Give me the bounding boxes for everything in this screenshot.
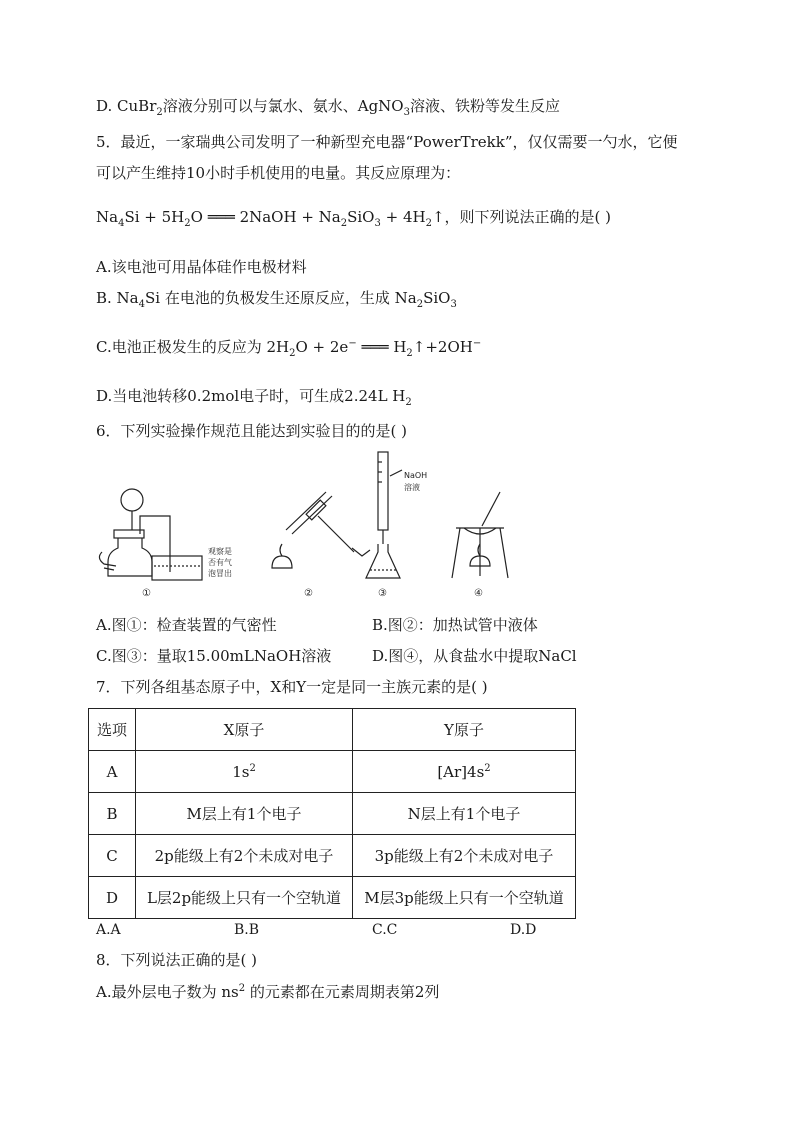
- figure-2-heating-test-tube: [272, 492, 370, 568]
- figure-label-4: ④: [474, 588, 483, 599]
- q5-option-d: D.当电池转移0.2mol电子时，可生成2.24L $H_2$: [96, 387, 412, 408]
- q5-stem-line1: 5．最近，一家瑞典公司发明了一种新型充电器“PowerTrekk”，仅仅需要一勺水，它便: [96, 133, 678, 151]
- row-x: $1s^2$: [136, 751, 353, 793]
- figure-3-burette-titration: [366, 452, 402, 578]
- q8-option-a: A.最外层电子数为 $ns^2$ 的元素都在元素周期表第2列: [96, 983, 440, 1001]
- row-option: B: [89, 793, 136, 835]
- row-option: D: [89, 877, 136, 919]
- row-y: M层3p能级上只有一个空轨道: [353, 877, 576, 919]
- q7-stem: 7．下列各组基态原子中，X和Y一定是同一主族元素的是( ): [96, 678, 488, 696]
- row-option: C: [89, 835, 136, 877]
- table-row: [89, 835, 576, 877]
- row-y: $[Ar]4s^2$: [353, 751, 576, 793]
- figure-label-2: ②: [304, 588, 313, 599]
- q6-option-b: B.图②：加热试管中液体: [372, 616, 538, 634]
- q6-stem: 6．下列实验操作规范且能达到实验目的的是( ): [96, 422, 408, 440]
- q7-answer-c: C.C: [372, 922, 398, 938]
- row-y: N层上有1个电子: [353, 793, 576, 835]
- figure-1-note-line3: 泡冒出: [208, 569, 232, 578]
- q6-figures: [96, 448, 656, 600]
- q6-option-a: A.图①：检查装置的气密性: [96, 616, 277, 634]
- row-x: 2p能级上有2个未成对电子: [136, 835, 353, 877]
- figure-label-1: ①: [142, 588, 151, 599]
- q7-answer-d: D.D: [510, 922, 537, 938]
- figure-3-label-naoh: NaOH: [404, 471, 428, 480]
- figure-1-note-line2: 否有气: [208, 558, 232, 567]
- q4-option-d: D. CuBr$_2$溶液分别可以与氯水、氨水、AgNO$_3$溶液、铁粉等发生反应: [96, 97, 560, 118]
- figure-1-note-line1: 观察是: [208, 547, 232, 556]
- figure-1-airtightness-check: [99, 489, 202, 580]
- row-x: L层2p能级上只有一个空轨道: [136, 877, 353, 919]
- q7-answer-b: B.B: [234, 922, 260, 938]
- figure-label-3: ③: [378, 588, 387, 599]
- q7-table: [88, 708, 576, 919]
- table-header-row: [89, 709, 576, 751]
- header-y-atom: Y原子: [353, 709, 576, 751]
- header-x-atom: X原子: [136, 709, 353, 751]
- q5-equation: $Na_4Si + 5H_2O$ ═══ 2NaOH + $Na_2SiO_3$ + $4H_2↑$，则下列说法正确的是( ): [96, 208, 612, 229]
- row-option: A: [89, 751, 136, 793]
- q5-option-a: A.该电池可用晶体硅作电极材料: [96, 258, 307, 276]
- figure-4-evaporation: [452, 492, 508, 578]
- q5-option-c: C.电池正极发生的反应为 $2H_2O + 2e^-$ ═══ $H_2↑+2OH^-$: [96, 338, 482, 359]
- q5-stem-line2: 可以产生维持10小时手机使用的电量。其反应原理为：: [96, 164, 461, 182]
- header-option: 选项: [89, 709, 136, 751]
- table-row: [89, 793, 576, 835]
- row-y: 3p能级上有2个未成对电子: [353, 835, 576, 877]
- q7-answer-a: A.A: [96, 922, 121, 938]
- q6-option-d: D.图④，从食盐水中提取NaCl: [372, 647, 577, 665]
- table-row: [89, 751, 576, 793]
- row-x: M层上有1个电子: [136, 793, 353, 835]
- q8-stem: 8．下列说法正确的是( ): [96, 951, 258, 969]
- figure-3-label-solution: 溶液: [404, 483, 420, 492]
- table-row: [89, 877, 576, 919]
- q5-option-b: B. $Na_4Si$ 在电池的负极发生还原反应，生成 $Na_2SiO_3$: [96, 289, 457, 310]
- q6-option-c: C.图③：量取15.00mLNaOH溶液: [96, 647, 332, 665]
